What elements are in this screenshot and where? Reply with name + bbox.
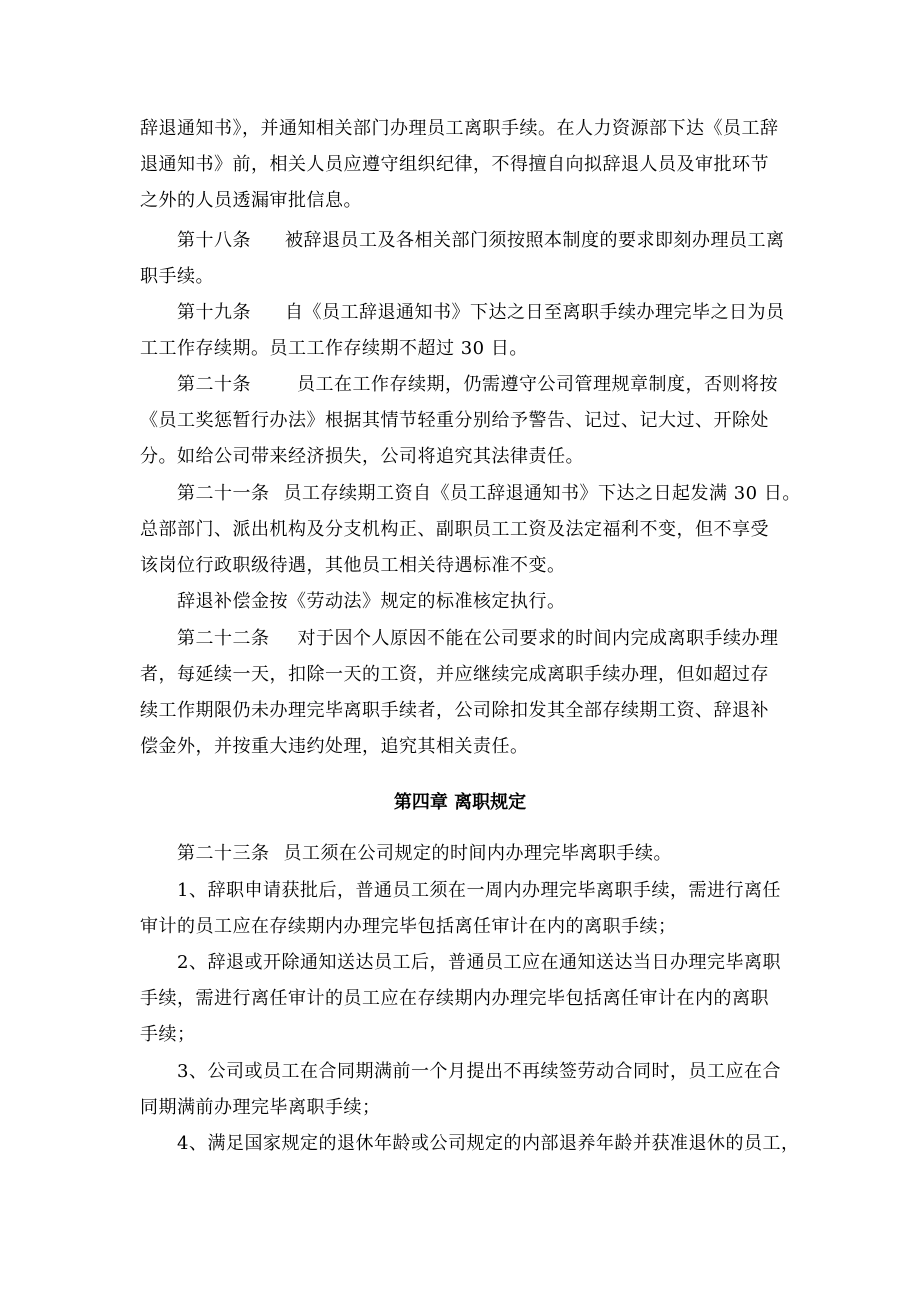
text-line: 辞退补偿金按《劳动法》规定的标准核定执行。 (177, 591, 566, 612)
text-line: 之外的人员透漏审批信息。 (140, 190, 362, 211)
article-label: 第二十二条 (177, 628, 270, 649)
article-23 (177, 843, 672, 865)
text-line: 者，每延续一天，扣除一天的工资，并应继续完成离职手续办理，但如超过存 (140, 664, 769, 685)
text-line: 同期满前办理完毕离职手续； (140, 1097, 381, 1118)
article-21 (177, 483, 801, 505)
text-line: 偿金外，并按重大违约处理，追究其相关责任。 (140, 736, 529, 757)
chapter-heading: 第四章 离职规定 (393, 792, 527, 813)
article-20 (177, 374, 778, 396)
article-label: 第二十三条 (177, 843, 270, 864)
article-18 (177, 230, 785, 252)
article-22 (177, 628, 779, 650)
text-line: 辞退通知书》，并通知相关部门办理员工离职手续。在人力资源部下达《员工辞 (140, 118, 779, 139)
text-line: 4、满足国家规定的退休年龄或公司规定的内部退养年龄并获准退休的员工， (177, 1133, 800, 1154)
text-line: 被辞退员工及各相关部门须按照本制度的要求即刻办理员工离 (285, 230, 785, 251)
text-line: 1、辞职申请获批后，普通员工须在一周内办理完毕离职手续，需进行离任 (177, 880, 781, 901)
text-line: 《员工奖惩暂行办法》根据其情节轻重分别给予警告、记过、记大过、开除处 (140, 410, 769, 431)
article-label: 第十九条 (177, 302, 251, 323)
article-label: 第十八条 (177, 230, 251, 251)
text-line: 自《员工辞退通知书》下达之日至离职手续办理完毕之日为员 (285, 302, 785, 323)
text-line: 员工在工作存续期，仍需遵守公司管理规章制度，否则将按 (297, 374, 778, 395)
text-line: 手续； (140, 1024, 196, 1045)
text-line: 手续，需进行离任审计的员工应在存续期内办理完毕包括离任审计在内的离职 (140, 988, 769, 1009)
text-line: 工工作存续期。员工工作存续期不超过 30 日。 (140, 338, 528, 359)
text-line: 该岗位行政职级待遇，其他员工相关待遇标准不变。 (140, 555, 566, 576)
text-line: 对于因个人原因不能在公司要求的时间内完成离职手续办理 (297, 628, 779, 649)
text-line: 退通知书》前，相关人员应遵守组织纪律，不得擅自向拟辞退人员及审批环节 (140, 154, 769, 175)
text-line: 3、公司或员工在合同期满前一个月提出不再续签劳动合同时，员工应在合 (177, 1061, 781, 1082)
text-line: 续工作期限仍未办理完毕离职手续者，公司除扣发其全部存续期工资、辞退补 (140, 700, 769, 721)
article-19 (177, 302, 785, 324)
text-line: 员工存续期工资自《员工辞退通知书》下达之日起发满 30 日。 (283, 483, 801, 504)
text-line: 员工须在公司规定的时间内办理完毕离职手续。 (283, 843, 672, 864)
text-line: 审计的员工应在存续期内办理完毕包括离任审计在内的离职手续； (140, 916, 677, 937)
text-line: 分。如给公司带来经济损失，公司将追究其法律责任。 (140, 446, 584, 467)
text-line: 总部部门、派出机构及分支机构正、副职员工工资及法定福利不变，但不享受 (140, 519, 769, 540)
article-label: 第二十条 (177, 374, 251, 395)
text-line: 2、辞退或开除通知送达员工后，普通员工应在通知送达当日办理完毕离职 (177, 952, 781, 973)
article-label: 第二十一条 (177, 483, 270, 504)
text-line: 职手续。 (140, 266, 214, 287)
